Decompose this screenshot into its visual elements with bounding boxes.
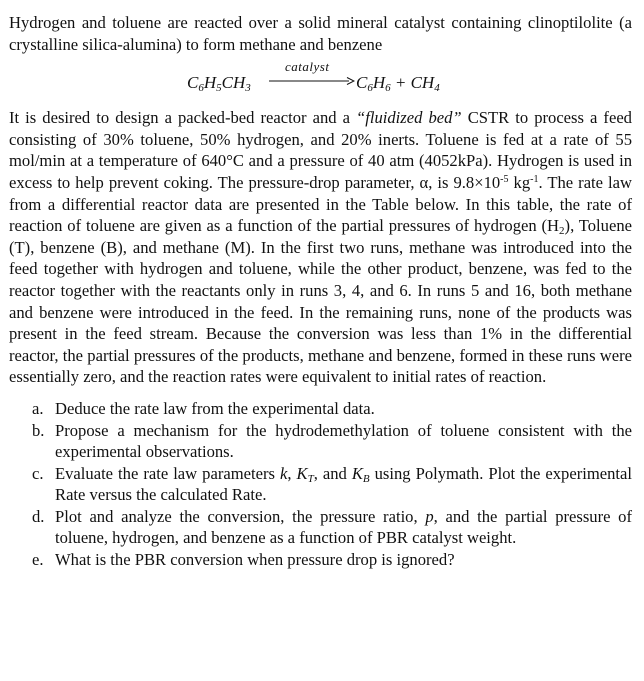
question-b: b. Propose a mechanism for the hydrodemethylation of toluene consistent with the experimental observations. <box>32 420 632 462</box>
reaction-arrow-icon <box>269 76 355 86</box>
intro-paragraph: Hydrogen and toluene are reacted over a solid mineral catalyst containing clinoptilolite (a crystalline silica-alumina) to form methane and benzene <box>9 13 632 54</box>
question-c: c. Evaluate the rate law parameters k, $K_T$, and $K_B$ using Polymath. Plot the experimental Rate versus the calculated Rate. <box>32 463 632 505</box>
reactant-toluene: $C_6H_5CH_3$ <box>187 73 251 95</box>
question-a: a. Deduce the rate law from the experimental data. <box>32 398 375 418</box>
question-d: d. Plot and analyze the conversion, the pressure ratio, p, and the partial pressure of toluene, hydrogen, and benzene as a function of PBR catalyst weight. <box>32 506 633 548</box>
catalyst-label: catalyst <box>285 59 330 75</box>
description-paragraph: It is desired to design a packed-bed reactor and a “fluidized bed” CSTR to process a feed consisting of 30% toluene, 50% hydrogen, and 20% inerts. Toluene is fed at a rate of 55 mol/min at a temperature of 640°C and a pressure of 40 atm (4052kPa). Hydrogen is used in excess to help prevent coking. The pressure-drop parameter, α, is $9.8\times 10^{-5}$ $kg^{-1}$. The rate law from a differential reactor data are presented in the Table below. In this table, the rate of reaction of toluene are given as a function of the partial pressures of hydrogen $(H_2)$, Toluene (T), benzene (B), and methane (M). In the first two runs, methane was introduced into the feed together with hydrogen and toluene, while the other product, benzene, was fed to the reactor together with the reactants only in runs 3, 4, and 6. In runs 5 and 16, both methane and benzene were introduced in the feed. In the remaining runs, none of the products was present in the feed stream. Because the conversion was less than 1% in the differential reactor, the partial pressures of the products, methane and benzene, formed in these runs were essentially zero, and the reaction rates were equivalent to initial rates of reaction. <box>9 108 633 387</box>
products-benzene-methane: $C_6H_6 + CH_4$ <box>356 73 440 95</box>
reaction-equation <box>9 55 632 101</box>
question-e: e. What is the PBR conversion when pressure drop is ignored? <box>32 550 455 570</box>
question-list <box>9 398 632 571</box>
